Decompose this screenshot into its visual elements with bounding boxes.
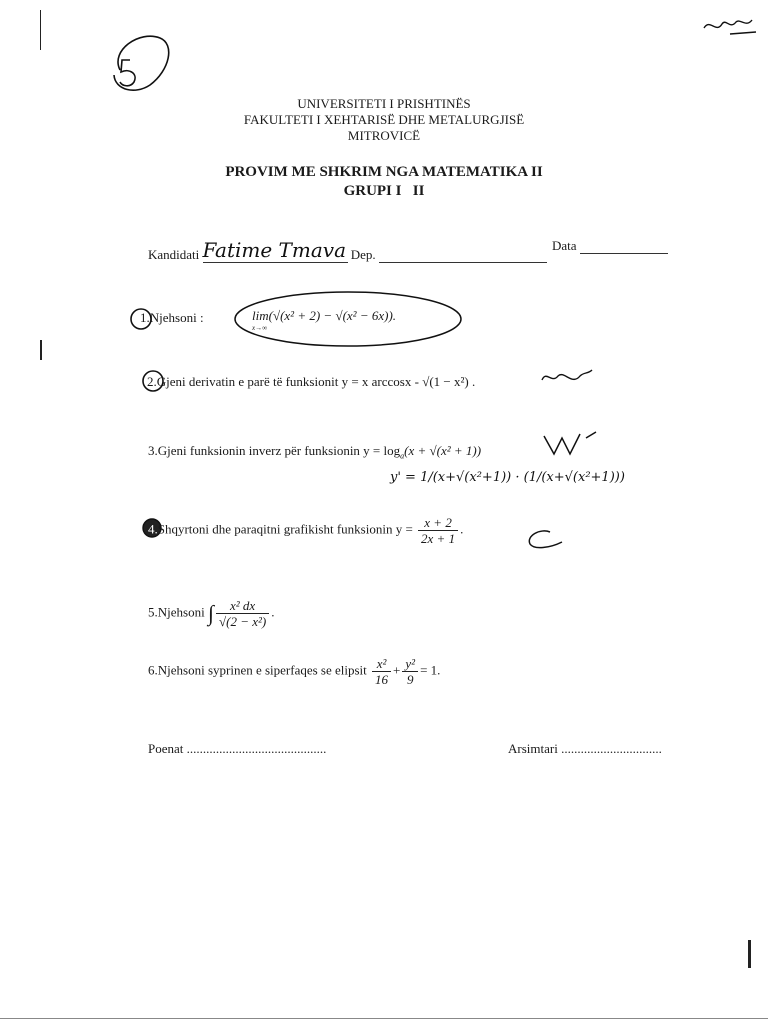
grade-mark-icon [100,30,180,100]
city-name: MITROVICË [347,128,421,143]
q5-number: 5. [148,604,158,620]
dept-label: Dep. [350,247,376,262]
faculty-name: FAKULTETI I XEHTARISË DHE METALURGJISË [243,112,525,127]
q3-text: Gjeni funksionin inverz për funksionin y = log [157,443,401,458]
q1-text: Njehsoni : [149,310,204,325]
q3-handwritten-work: y' = 1/(x+√(x²+1)) · (1/(x+√(x²+1))) [390,470,625,485]
q5-fraction [216,598,269,629]
scan-edge-line [748,940,751,968]
dept-field[interactable] [379,248,547,263]
q3-log-base: a [400,451,405,461]
q2-number: 2. [147,374,157,389]
q6-frac1-den: 16 [375,672,389,687]
q4-frac-den: 2x + 1 [421,531,456,546]
question-2 [147,374,475,390]
question-4: 4.Shqyrtoni dhe paraqitni grafikisht funksionin y = $\frac{x + 2}{2x + 1}$ . [148,515,464,546]
scan-edge-line [40,340,42,360]
q6-equals: = 1. [420,662,441,678]
exam-title: PROVIM ME SHKRIM NGA MATEMATIKA II [225,164,543,180]
exam-group: GRUPI I II [343,183,425,199]
points-field[interactable]: ........................................... [186,741,327,756]
q1-number: 1. [140,310,150,325]
q4-text: Shqyrtoni dhe paraqitni grafikisht funksionin y = [157,521,413,537]
candidate-label: Kandidati [148,247,200,262]
scan-bottom-line [0,1018,768,1019]
q6-fraction-2 [402,656,418,687]
q1-limit-subscript: x→∞ [252,324,268,332]
q2-text: Gjeni derivatin e parë të funksionit y = x arccosx - √(1 − x²) . [156,374,476,389]
university-name: UNIVERSITETI I PRISHTINËS [297,96,471,111]
q6-fraction-1 [372,656,391,687]
question-3 [148,443,481,461]
date-label: Data [552,238,577,253]
q4-number: 4. [148,521,158,537]
q5-frac-num: x² dx [216,598,269,614]
q4-scribble-icon [520,526,566,552]
points-label: Poenat [148,741,184,756]
q6-text: Njehsoni syprinen e siperfaqes se elipsit [157,662,367,678]
q2-scribble-icon [538,366,594,388]
q6-frac2-num: y² [402,656,418,672]
points-row [148,741,326,757]
q3-scribble-icon [540,430,600,460]
candidate-row [148,238,547,263]
q5-text: Njehsoni [157,604,205,620]
scan-edge-line [40,10,41,50]
q4-frac-num: x + 2 [418,515,458,531]
question-6: 6.Njehsoni syprinen e siperfaqes se elipsit $\frac{\text{x²}}{16}$ + $\frac{\text{y²}}{9}$ = 1. [148,656,441,687]
q3-number: 3. [148,443,158,458]
teacher-field[interactable]: ............................... [561,741,662,756]
date-field[interactable] [580,239,668,254]
candidate-name-handwritten: Fatime Tmava [202,238,347,262]
candidate-name-field[interactable] [203,238,348,263]
q6-number: 6. [148,662,158,678]
question-1 [140,310,204,326]
date-row [552,238,668,254]
signature-scribble-icon [700,10,760,40]
teacher-label: Arsimtari [508,741,558,756]
teacher-row [508,741,662,757]
q6-frac1-num: x² [372,656,391,672]
q4-fraction [418,515,458,546]
q3-formula: (x + √(x² + 1)) [404,443,482,458]
q1-formula: lim(√(x² + 2) − √(x² − 6x)). [252,308,397,323]
integral-sign: ∫ [207,600,214,626]
question-5: 5.Njehsoni ∫ $\frac{\text{x² dx}}{\text{√(2 − x²)}}$ . [148,598,275,629]
q6-frac2-den: 9 [406,672,414,687]
q5-frac-den: √(2 − x²) [218,614,267,629]
